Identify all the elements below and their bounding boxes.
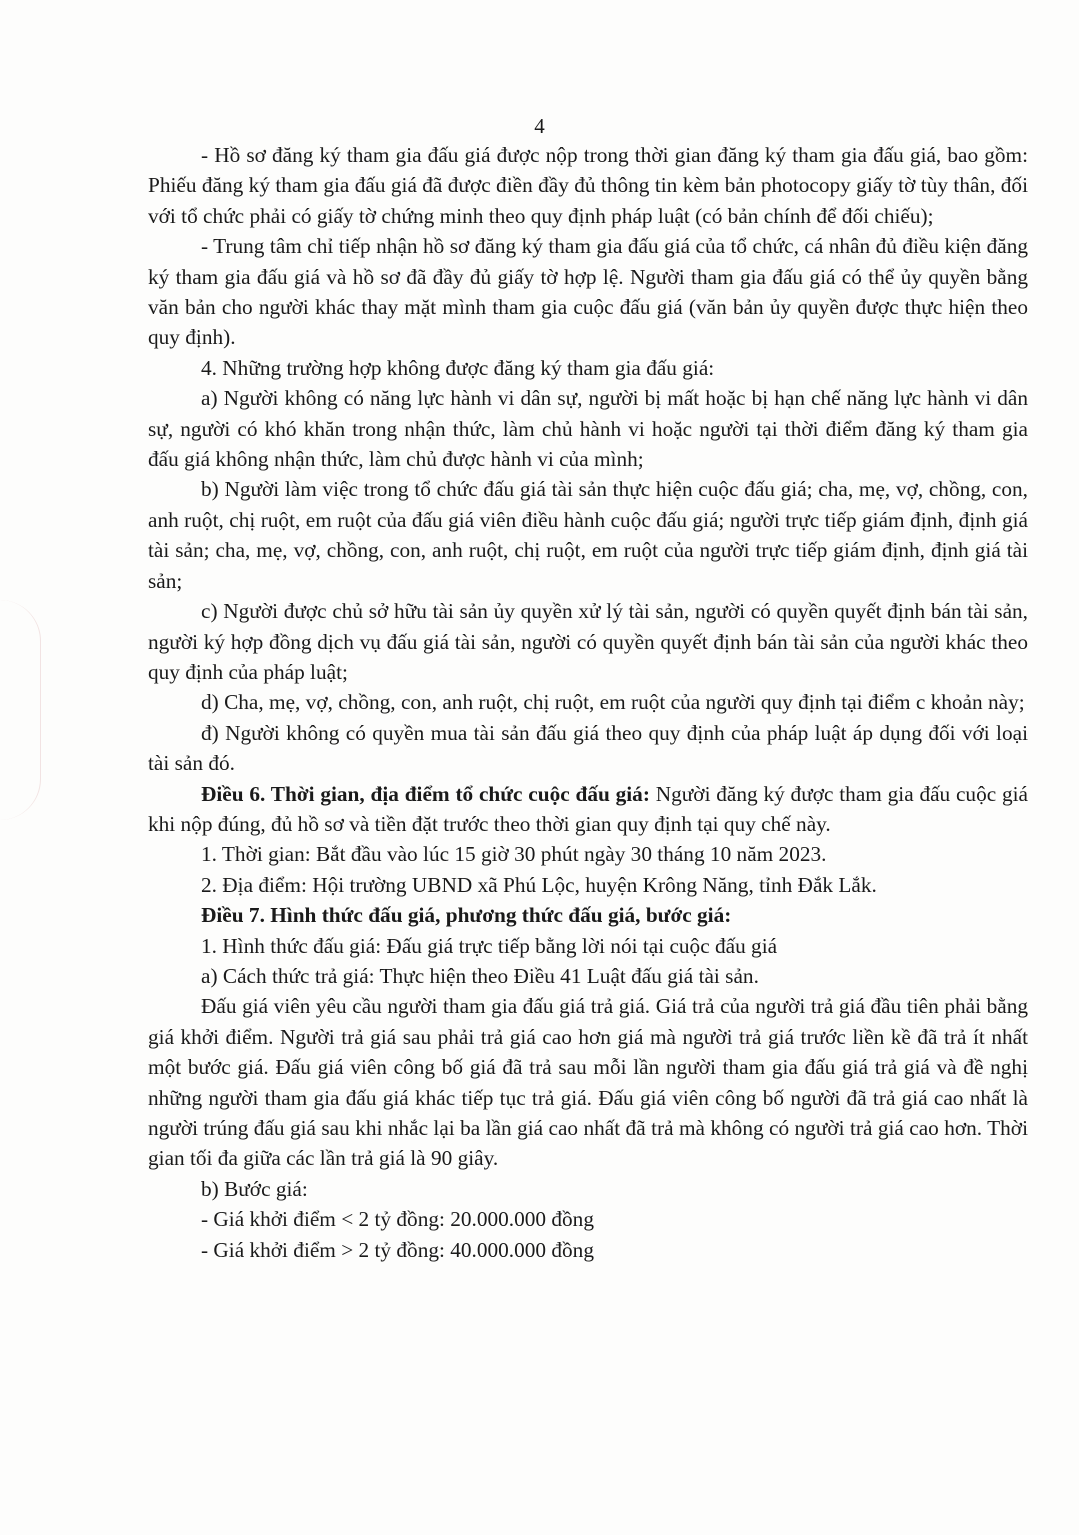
- article-6-text: Người đăng ký được tham gia đấu cuộc giá khi nộp đúng, đủ hồ sơ và tiền đặt trước theo thời gian quy định tại quy chế này.: [148, 781, 1028, 836]
- stamp-fragment: [0, 600, 41, 820]
- paragraph-bid-step-heading: b) Bước giá:: [201, 1176, 308, 1201]
- paragraph-bidding-procedure: Đấu giá viên yêu cầu người tham gia đấu giá trả giá. Giá trả của người trả giá đầu tiên phải bằng giá khởi điểm. Người trả giá sau phải trả giá cao hơn giá mà người trả giá trước liền kề đã trả ít nhất một bước giá. Đấu giá viên công bố giá đã trả sau mỗi lần người tham gia đấu giá trả giá và đề nghị những người tham gia đấu giá khác tiếp tục trả giá. Đấu giá viên công bố người đã trả giá cao nhất là người trúng đấu giá sau khi nhắc lại ba lần giá cao nhất đã trả mà không có người trả giá cao hơn. Thời gian tối đa giữa các lần trả giá là 90 giây.: [148, 994, 1028, 1171]
- paragraph-bid-step-low: - Giá khởi điểm < 2 tỷ đồng: 20.000.000 đồng: [201, 1207, 594, 1232]
- paragraph-center-receipt: - Trung tâm chỉ tiếp nhận hồ sơ đăng ký tham gia đấu giá của tổ chức, cá nhân đủ điều kiện đăng ký tham gia đấu giá và hồ sơ đã đầy đủ giấy tờ hợp lệ. Người tham gia đấu giá có thể ủy quyền bằng văn bản cho người khác thay mặt mình tham gia cuộc đấu giá (văn bản ủy quyền được thực hiện theo quy định).: [148, 234, 1028, 350]
- paragraph-location: 2. Địa điểm: Hội trường UBND xã Phú Lộc, huyện Krông Năng, tỉnh Đắk Lắk.: [201, 872, 877, 897]
- paragraph-ineligible-dd: đ) Người không có quyền mua tài sản đấu giá theo quy định của pháp luật áp dụng đối với loại tài sản đó.: [148, 720, 1028, 776]
- document-body: [148, 140, 1028, 1265]
- paragraph-dossier: - Hồ sơ đăng ký tham gia đấu giá được nộp trong thời gian đăng ký tham gia đấu giá, bao gồm: Phiếu đăng ký tham gia đấu giá đã được điền đầy đủ thông tin kèm bản photocopy giấy tờ tùy thân, đối với tổ chức phải có giấy tờ chứng minh theo quy định pháp luật (có bản chính để đối chiếu);: [148, 143, 1028, 228]
- paragraph-ineligible-c: c) Người được chủ sở hữu tài sản ủy quyền xử lý tài sản, người có quyền quyết định bán tài sản, người ký hợp đồng dịch vụ đấu giá tài sản, người có quyền quyết định bán tài sản của người khác theo quy định của pháp luật;: [148, 599, 1028, 684]
- page-number: 4: [534, 114, 545, 138]
- paragraph-ineligible-heading: 4. Những trường hợp không được đăng ký tham gia đấu giá:: [201, 355, 715, 380]
- paragraph-ineligible-d: d) Cha, mẹ, vợ, chồng, con, anh ruột, chị ruột, em ruột của người quy định tại điểm c khoản này;: [201, 690, 1025, 715]
- article-6: [148, 779, 1028, 840]
- paragraph-bid-step-high: - Giá khởi điểm > 2 tỷ đồng: 40.000.000 đồng: [201, 1237, 594, 1262]
- paragraph-auction-form: 1. Hình thức đấu giá: Đấu giá trực tiếp bằng lời nói tại cuộc đấu giá: [201, 933, 778, 958]
- article-6-title: Điều 6. Thời gian, địa điểm tổ chức cuộc đấu giá:: [201, 781, 650, 806]
- paragraph-ineligible-a: a) Người không có năng lực hành vi dân sự, người bị mất hoặc bị hạn chế năng lực hành vi dân sự, người có khó khăn trong nhận thức, làm chủ hành vi hoặc người tại thời điểm đăng ký tham gia đấu giá không nhận thức, làm chủ được hành vi của mình;: [148, 386, 1028, 472]
- paragraph-time: 1. Thời gian: Bắt đầu vào lúc 15 giờ 30 phút ngày 30 tháng 10 năm 2023.: [201, 842, 827, 867]
- paragraph-ineligible-b: b) Người làm việc trong tổ chức đấu giá tài sản thực hiện cuộc đấu giá; cha, mẹ, vợ, chồng, con, anh ruột, chị ruột, em ruột của đấu giá viên điều hành cuộc đấu giá; người trực tiếp giám định, định giá tài sản; cha, mẹ, vợ, chồng, con, anh ruột, chị ruột, em ruột của người trực tiếp giám định, định giá tài sản;: [148, 477, 1028, 593]
- paragraph-bidding-method: a) Cách thức trả giá: Thực hiện theo Điều 41 Luật đấu giá tài sản.: [201, 963, 759, 988]
- article-7-title: Điều 7. Hình thức đấu giá, phương thức đấu giá, bước giá:: [201, 903, 732, 928]
- article-7: [148, 900, 1028, 930]
